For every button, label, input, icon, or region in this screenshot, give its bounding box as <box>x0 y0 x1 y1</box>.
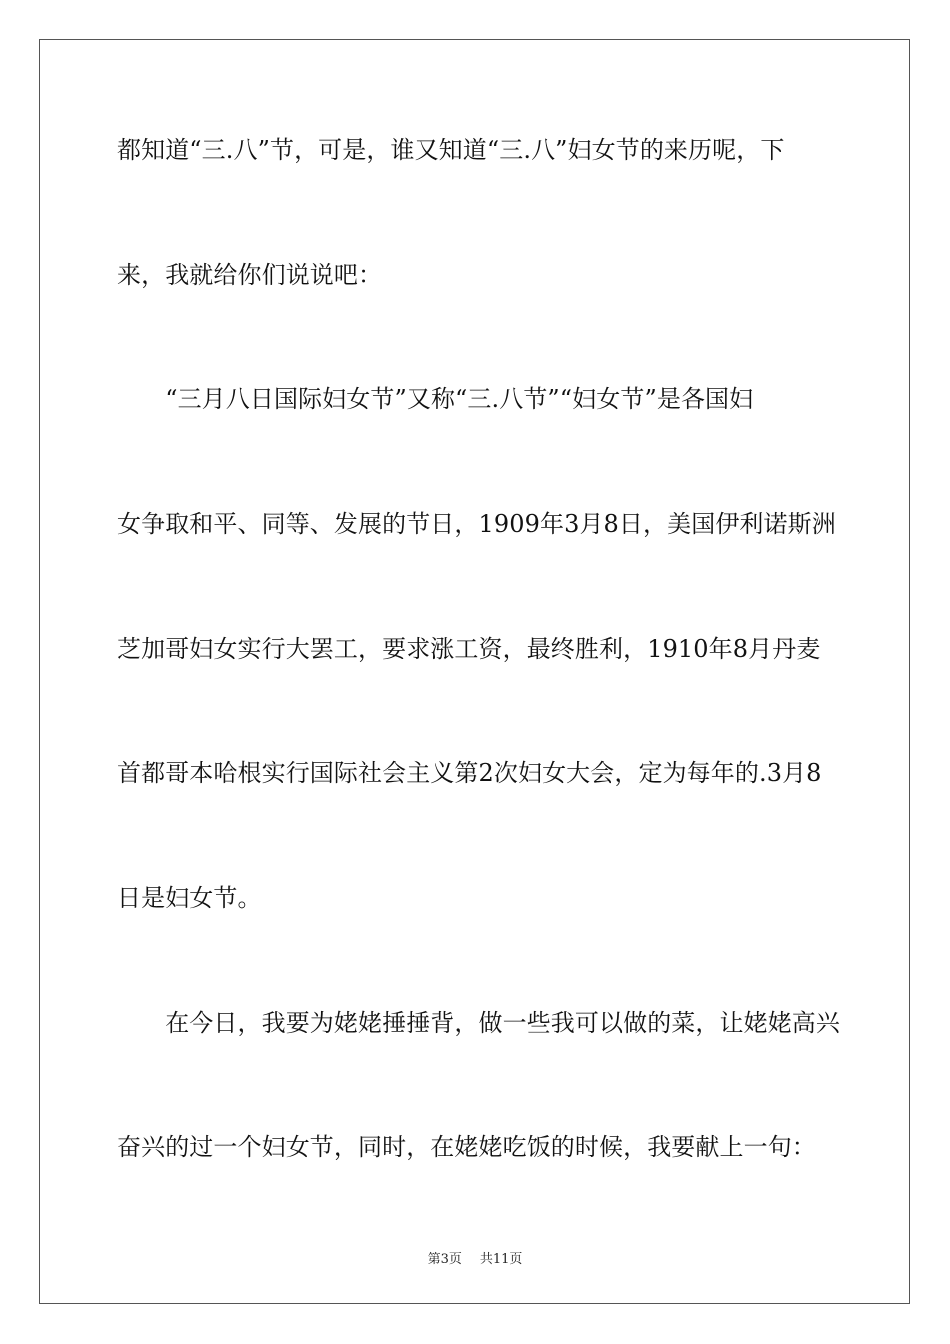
text-line-8: 在今日，我要为姥姥捶捶背，做一些我可以做的菜，让姥姥高兴 <box>117 1009 840 1037</box>
text-line-2: 来，我就给你们说说吧： <box>117 261 383 289</box>
text-line-5: 芝加哥妇女实行大罢工，要求涨工资，最终胜利，1910年8月丹麦 <box>117 635 821 663</box>
text-line-9: 奋兴的过一个妇女节，同时，在姥姥吃饭的时候，我要献上一句： <box>117 1133 816 1161</box>
page-number: 第3页 <box>427 1252 462 1267</box>
page-total: 共11页 <box>479 1252 523 1267</box>
text-line-4: 女争取和平、同等、发展的节日，1909年3月8日，美国伊利诺斯洲 <box>117 510 836 538</box>
text-line-3: “三月八日国际妇女节”又称“三.八节”“妇女节”是各国妇 <box>117 385 754 413</box>
page-footer <box>0 1248 950 1267</box>
page-border <box>39 39 910 1304</box>
text-line-6: 首都哥本哈根实行国际社会主义第2次妇女大会，定为每年的.3月8 <box>117 759 822 787</box>
text-line-7: 日是妇女节。 <box>117 884 262 912</box>
text-line-1: 都知道“三.八”节，可是，谁又知道“三.八”妇女节的来历呢，下 <box>117 136 785 164</box>
